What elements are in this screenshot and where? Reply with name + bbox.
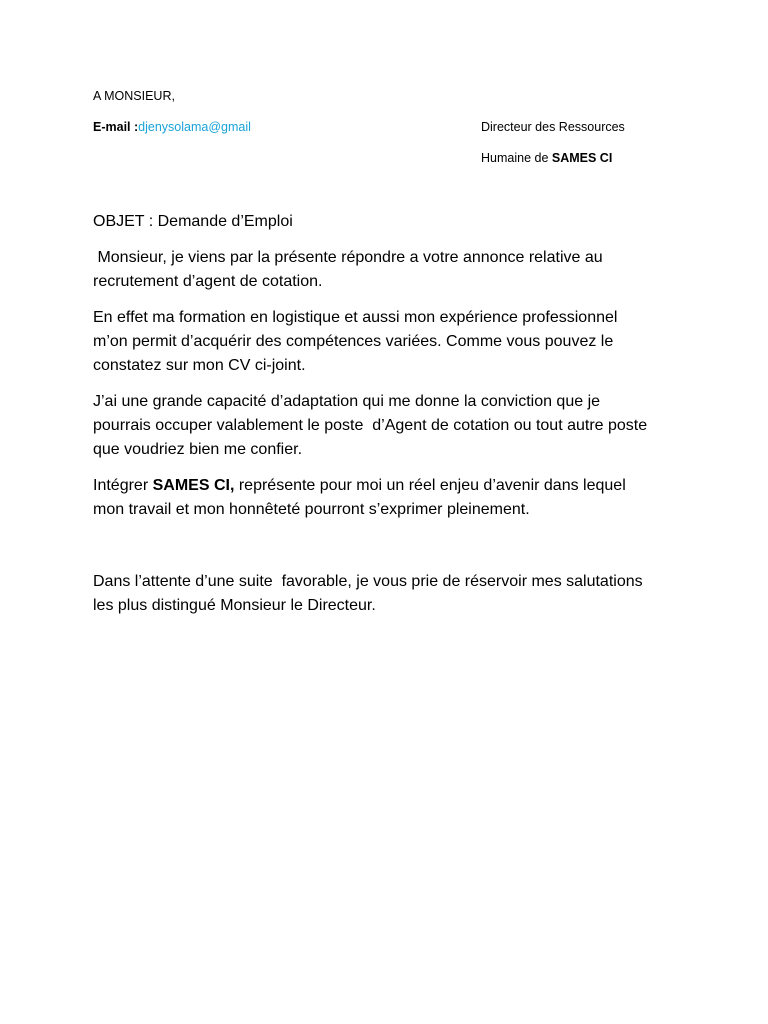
- motivation-rest: représente pour moi un réel enjeu d’avenir dans lequel: [234, 477, 626, 494]
- paragraph-intro: [93, 246, 693, 294]
- paragraph-line: les plus distingué Monsieur le Directeur.: [93, 597, 376, 614]
- paragraph-closing: [93, 570, 693, 618]
- recipient-title-line1: Directeur des Ressources: [481, 120, 625, 134]
- paragraph-line: Monsieur, je viens par la présente répondre a votre annonce relative au: [93, 249, 603, 266]
- paragraph-adaptation: [93, 390, 693, 462]
- paragraph-line: m’on permit d’acquérir des compétences variées. Comme vous pouvez le: [93, 333, 614, 350]
- recipient-title-line2: [481, 150, 612, 166]
- paragraph-experience: [93, 306, 693, 378]
- recipient-prefix: Humaine de: [481, 151, 552, 165]
- recipient-company: SAMES CI: [551, 151, 613, 165]
- motivation-prefix: Intégrer: [93, 477, 153, 494]
- paragraph-motivation: [93, 474, 693, 522]
- paragraph-line: [93, 474, 693, 498]
- email-value[interactable]: djenysolama@gmail: [138, 120, 251, 134]
- email-label: E-mail :: [93, 120, 139, 134]
- addressee: A MONSIEUR,: [93, 89, 175, 103]
- paragraph-line: Dans l’attente d’une suite favorable, je vous prie de réservoir mes salutations: [93, 573, 643, 590]
- paragraph-line: que voudriez bien me confier.: [93, 441, 303, 458]
- paragraph-line: constatez sur mon CV ci-joint.: [93, 357, 306, 374]
- paragraph-line: recrutement d’agent de cotation.: [93, 273, 323, 290]
- email-line: [93, 119, 251, 135]
- paragraph-line: J’ai une grande capacité d’adaptation qui me donne la conviction que je: [93, 393, 601, 410]
- paragraph-line: En effet ma formation en logistique et aussi mon expérience professionnel: [93, 309, 618, 326]
- motivation-company: SAMES CI,: [152, 477, 235, 494]
- paragraph-line: pourrais occuper valablement le poste d’Agent de cotation ou tout autre poste: [93, 417, 648, 434]
- letter-object: OBJET : Demande d’Emploi: [93, 213, 293, 230]
- paragraph-line: mon travail et mon honnêteté pourront s’exprimer pleinement.: [93, 501, 530, 518]
